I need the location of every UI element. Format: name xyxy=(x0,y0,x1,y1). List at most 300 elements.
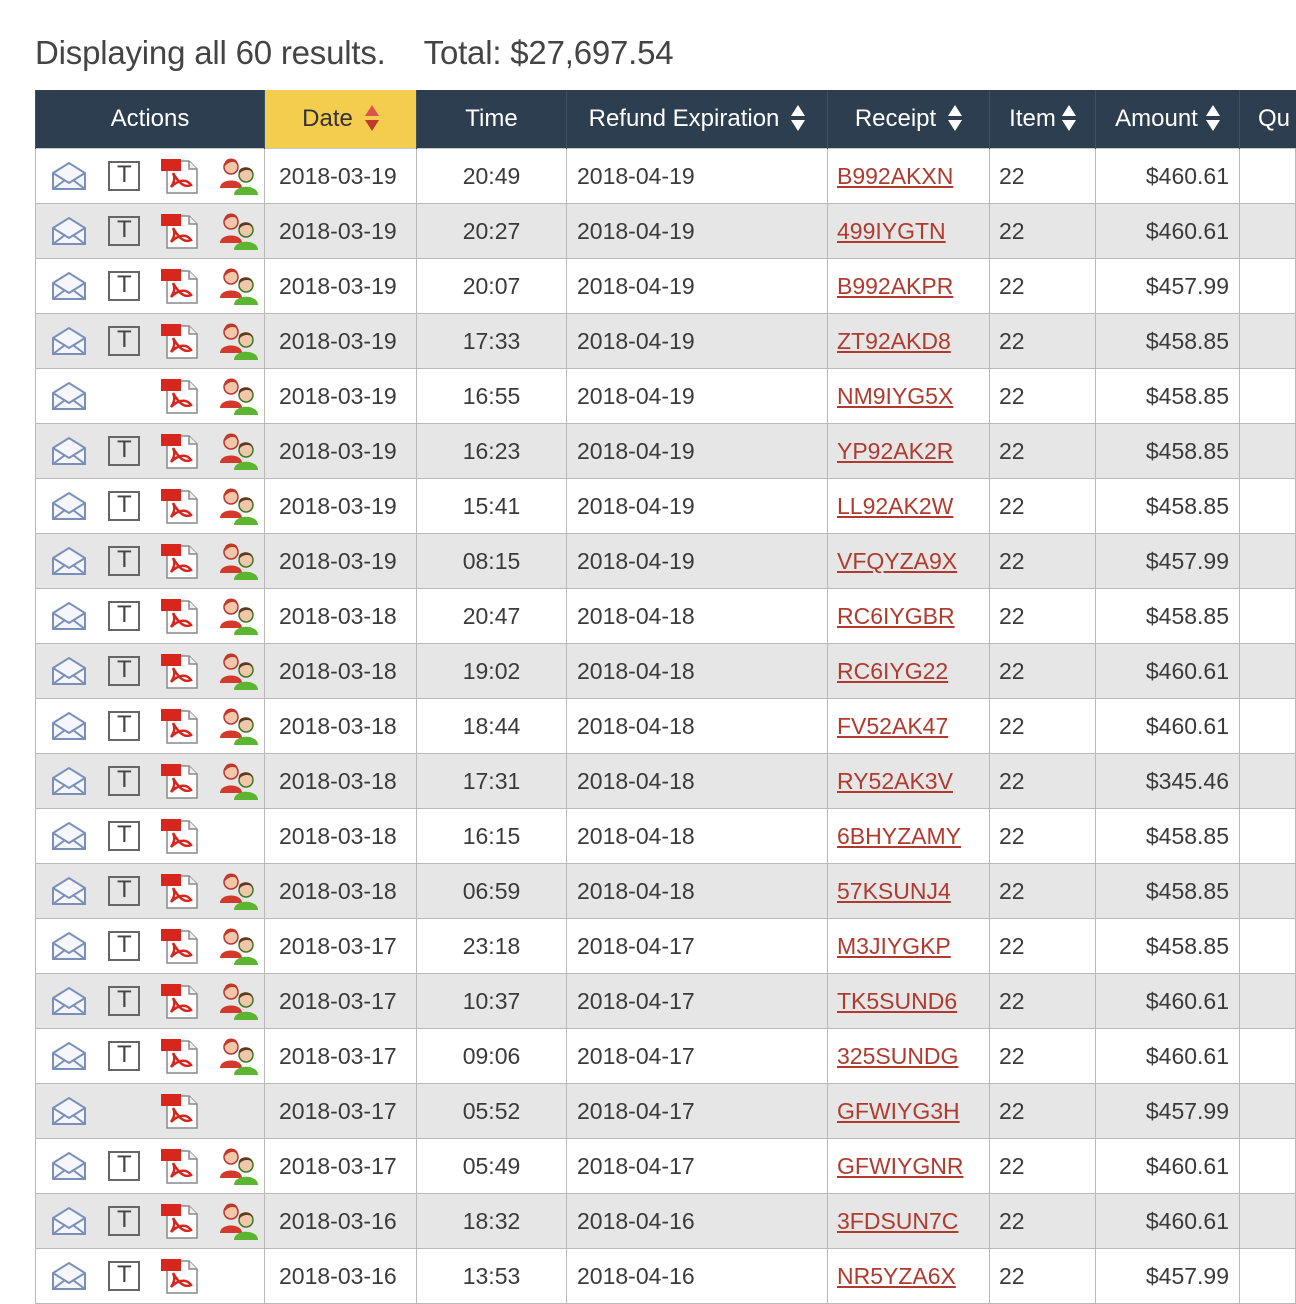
cell-time: 16:23 xyxy=(417,424,567,479)
row-actions xyxy=(36,479,265,534)
cell-receipt xyxy=(828,314,990,369)
text-icon[interactable]: T xyxy=(108,766,140,796)
pdf-icon[interactable] xyxy=(159,817,201,855)
cell-receipt xyxy=(828,589,990,644)
cell-date: 2018-03-18 xyxy=(265,809,417,864)
cell-date: 2018-03-19 xyxy=(265,479,417,534)
cell-date: 2018-03-17 xyxy=(265,1139,417,1194)
receipt-link[interactable]: GFWIYG3H xyxy=(837,1097,960,1124)
results-summary xyxy=(35,34,673,72)
receipt-link[interactable]: 6BHYZAMY xyxy=(837,822,961,849)
text-icon[interactable]: T xyxy=(108,436,140,466)
cell-refund-expiration: 2018-04-17 xyxy=(567,1139,828,1194)
cell-time: 05:49 xyxy=(417,1139,567,1194)
cell-date: 2018-03-18 xyxy=(265,699,417,754)
row-actions xyxy=(36,754,265,809)
cell-amount: $458.85 xyxy=(1096,589,1240,644)
cell-item: 22 xyxy=(990,1139,1096,1194)
pdf-icon[interactable] xyxy=(159,597,201,635)
cell-date: 2018-03-16 xyxy=(265,1194,417,1249)
receipt-link[interactable]: YP92AK2R xyxy=(837,437,954,464)
header-date-label: Date xyxy=(302,105,353,132)
receipt-link[interactable]: B992AKPR xyxy=(837,272,954,299)
cell-refund-expiration: 2018-04-19 xyxy=(567,479,828,534)
cell-time: 20:47 xyxy=(417,589,567,644)
cell-receipt xyxy=(828,204,990,259)
cell-date: 2018-03-17 xyxy=(265,1084,417,1139)
users-icon[interactable] xyxy=(217,761,261,801)
cell-item: 22 xyxy=(990,369,1096,424)
row-actions xyxy=(36,589,265,644)
cell-receipt xyxy=(828,479,990,534)
users-icon[interactable] xyxy=(217,1201,261,1241)
cell-item: 22 xyxy=(990,479,1096,534)
cell-item: 22 xyxy=(990,809,1096,864)
header-quantity-label: Qu xyxy=(1258,105,1291,132)
text-icon[interactable]: T xyxy=(108,711,140,741)
cell-amount: $457.99 xyxy=(1096,534,1240,589)
receipt-link[interactable]: GFWIYGNR xyxy=(837,1152,964,1179)
pdf-icon[interactable] xyxy=(159,982,201,1020)
users-icon[interactable] xyxy=(217,926,261,966)
pdf-icon[interactable] xyxy=(159,927,201,965)
cell-amount: $458.85 xyxy=(1096,864,1240,919)
cell-quantity xyxy=(1240,1194,1296,1249)
cell-date: 2018-03-19 xyxy=(265,259,417,314)
cell-time: 17:33 xyxy=(417,314,567,369)
table-row xyxy=(36,314,1296,369)
cell-date: 2018-03-19 xyxy=(265,149,417,204)
cell-time: 10:37 xyxy=(417,974,567,1029)
table-row xyxy=(36,809,1296,864)
cell-refund-expiration: 2018-04-19 xyxy=(567,149,828,204)
cell-amount: $457.99 xyxy=(1096,1249,1240,1304)
table-header-row xyxy=(36,90,1296,149)
users-icon[interactable] xyxy=(217,1146,261,1186)
cell-item: 22 xyxy=(990,644,1096,699)
cell-receipt xyxy=(828,424,990,479)
pdf-icon[interactable] xyxy=(159,212,201,250)
envelope-icon[interactable] xyxy=(51,1096,87,1126)
receipt-link[interactable]: 57KSUNJ4 xyxy=(837,877,951,904)
cell-receipt xyxy=(828,1139,990,1194)
text-icon[interactable]: T xyxy=(108,161,140,191)
cell-quantity xyxy=(1240,1084,1296,1139)
cell-item: 22 xyxy=(990,1249,1096,1304)
users-icon[interactable] xyxy=(217,706,261,746)
pdf-icon[interactable] xyxy=(159,487,201,525)
cell-receipt xyxy=(828,259,990,314)
cell-item: 22 xyxy=(990,1029,1096,1084)
header-quantity[interactable] xyxy=(1240,90,1296,149)
cell-item: 22 xyxy=(990,699,1096,754)
cell-amount: $460.61 xyxy=(1096,204,1240,259)
header-time[interactable] xyxy=(417,90,567,149)
text-icon[interactable]: T xyxy=(108,876,140,906)
receipt-link[interactable]: 3FDSUN7C xyxy=(837,1207,959,1234)
envelope-icon[interactable] xyxy=(51,326,87,356)
text-icon[interactable]: T xyxy=(108,986,140,1016)
row-actions xyxy=(36,314,265,369)
receipt-link[interactable]: RC6IYGBR xyxy=(837,602,955,629)
table-row xyxy=(36,864,1296,919)
cell-item: 22 xyxy=(990,864,1096,919)
receipt-link[interactable]: B992AKXN xyxy=(837,162,954,189)
cell-receipt xyxy=(828,974,990,1029)
cell-time: 08:15 xyxy=(417,534,567,589)
cell-refund-expiration: 2018-04-18 xyxy=(567,809,828,864)
cell-receipt xyxy=(828,754,990,809)
table-row xyxy=(36,754,1296,809)
cell-refund-expiration: 2018-04-18 xyxy=(567,754,828,809)
cell-date: 2018-03-17 xyxy=(265,1029,417,1084)
cell-time: 16:15 xyxy=(417,809,567,864)
cell-date: 2018-03-19 xyxy=(265,204,417,259)
receipt-link[interactable]: VFQYZA9X xyxy=(837,547,958,574)
table-row xyxy=(36,589,1296,644)
users-icon[interactable] xyxy=(217,981,261,1021)
row-actions xyxy=(36,1139,265,1194)
envelope-icon[interactable] xyxy=(51,271,87,301)
table-row xyxy=(36,699,1296,754)
cell-refund-expiration: 2018-04-17 xyxy=(567,1084,828,1139)
pdf-icon[interactable] xyxy=(159,322,201,360)
receipt-link[interactable]: 325SUNDG xyxy=(837,1042,959,1069)
cell-quantity xyxy=(1240,1029,1296,1084)
cell-refund-expiration: 2018-04-19 xyxy=(567,424,828,479)
cell-receipt xyxy=(828,149,990,204)
results-table xyxy=(35,90,1296,1304)
envelope-icon[interactable] xyxy=(51,1261,87,1291)
cell-date: 2018-03-17 xyxy=(265,919,417,974)
pdf-icon[interactable] xyxy=(159,762,201,800)
cell-receipt xyxy=(828,534,990,589)
cell-quantity xyxy=(1240,534,1296,589)
cell-date: 2018-03-18 xyxy=(265,754,417,809)
cell-quantity xyxy=(1240,974,1296,1029)
cell-quantity xyxy=(1240,314,1296,369)
pdf-icon[interactable] xyxy=(159,707,201,745)
cell-time: 20:07 xyxy=(417,259,567,314)
cell-quantity xyxy=(1240,699,1296,754)
cell-quantity xyxy=(1240,149,1296,204)
users-icon[interactable] xyxy=(217,156,261,196)
table-row xyxy=(36,149,1296,204)
envelope-icon[interactable] xyxy=(51,986,87,1016)
table-row xyxy=(36,1029,1296,1084)
cell-date: 2018-03-19 xyxy=(265,314,417,369)
cell-quantity xyxy=(1240,479,1296,534)
text-icon[interactable]: T xyxy=(108,491,140,521)
header-item-label: Item xyxy=(1009,105,1056,132)
cell-item: 22 xyxy=(990,589,1096,644)
table-body xyxy=(36,149,1296,1304)
cell-refund-expiration: 2018-04-18 xyxy=(567,864,828,919)
header-date[interactable] xyxy=(265,90,417,149)
users-icon[interactable] xyxy=(217,376,261,416)
envelope-icon[interactable] xyxy=(51,1206,87,1236)
cell-refund-expiration: 2018-04-19 xyxy=(567,369,828,424)
header-refund-expiration-label: Refund Expiration xyxy=(588,105,780,132)
cell-receipt xyxy=(828,864,990,919)
users-icon[interactable] xyxy=(217,1036,261,1076)
cell-item: 22 xyxy=(990,204,1096,259)
cell-amount: $458.85 xyxy=(1096,479,1240,534)
text-icon[interactable]: T xyxy=(108,1151,140,1181)
results-total: Total: $27,697.54 xyxy=(423,34,674,71)
pdf-icon[interactable] xyxy=(159,432,201,470)
envelope-icon[interactable] xyxy=(51,436,87,466)
cell-receipt xyxy=(828,1084,990,1139)
cell-date: 2018-03-19 xyxy=(265,369,417,424)
envelope-icon[interactable] xyxy=(51,711,87,741)
cell-item: 22 xyxy=(990,1194,1096,1249)
row-actions xyxy=(36,1249,265,1304)
cell-item: 22 xyxy=(990,974,1096,1029)
cell-quantity xyxy=(1240,809,1296,864)
header-amount[interactable] xyxy=(1096,90,1240,149)
cell-quantity xyxy=(1240,644,1296,699)
table-row xyxy=(36,1139,1296,1194)
cell-quantity xyxy=(1240,864,1296,919)
pdf-icon[interactable] xyxy=(159,377,201,415)
cell-amount: $458.85 xyxy=(1096,919,1240,974)
row-actions xyxy=(36,699,265,754)
cell-receipt xyxy=(828,1194,990,1249)
row-actions xyxy=(36,1029,265,1084)
users-icon[interactable] xyxy=(217,651,261,691)
cell-item: 22 xyxy=(990,534,1096,589)
cell-item: 22 xyxy=(990,314,1096,369)
cell-time: 05:52 xyxy=(417,1084,567,1139)
cell-amount: $457.99 xyxy=(1096,1084,1240,1139)
receipt-link[interactable]: FV52AK47 xyxy=(837,712,949,739)
cell-quantity xyxy=(1240,1249,1296,1304)
cell-item: 22 xyxy=(990,259,1096,314)
text-icon[interactable]: T xyxy=(108,546,140,576)
envelope-icon[interactable] xyxy=(51,546,87,576)
sort-icon[interactable] xyxy=(365,105,379,131)
cell-quantity xyxy=(1240,1139,1296,1194)
cell-receipt xyxy=(828,919,990,974)
receipt-link[interactable]: ZT92AKD8 xyxy=(837,327,951,354)
row-actions xyxy=(36,369,265,424)
envelope-icon[interactable] xyxy=(51,161,87,191)
cell-amount: $458.85 xyxy=(1096,314,1240,369)
receipt-link[interactable]: RC6IYG22 xyxy=(837,657,949,684)
pdf-icon[interactable] xyxy=(159,1092,201,1130)
cell-amount: $345.46 xyxy=(1096,754,1240,809)
cell-refund-expiration: 2018-04-18 xyxy=(567,699,828,754)
cell-refund-expiration: 2018-04-18 xyxy=(567,644,828,699)
cell-quantity xyxy=(1240,589,1296,644)
cell-receipt xyxy=(828,644,990,699)
envelope-icon[interactable] xyxy=(51,491,87,521)
cell-time: 18:32 xyxy=(417,1194,567,1249)
envelope-icon[interactable] xyxy=(51,766,87,796)
cell-refund-expiration: 2018-04-19 xyxy=(567,534,828,589)
pdf-icon[interactable] xyxy=(159,1257,201,1295)
cell-refund-expiration: 2018-04-19 xyxy=(567,259,828,314)
text-icon[interactable]: T xyxy=(108,656,140,686)
pdf-icon[interactable] xyxy=(159,872,201,910)
cell-date: 2018-03-18 xyxy=(265,864,417,919)
text-icon[interactable]: T xyxy=(108,216,140,246)
text-icon[interactable]: T xyxy=(108,1041,140,1071)
cell-quantity xyxy=(1240,204,1296,259)
sort-icon[interactable] xyxy=(1062,105,1076,131)
cell-refund-expiration: 2018-04-17 xyxy=(567,1029,828,1084)
receipt-link[interactable]: LL92AK2W xyxy=(837,492,954,519)
table-row xyxy=(36,1084,1296,1139)
envelope-icon[interactable] xyxy=(51,876,87,906)
cell-time: 17:31 xyxy=(417,754,567,809)
envelope-icon[interactable] xyxy=(51,216,87,246)
row-actions xyxy=(36,1084,265,1139)
cell-item: 22 xyxy=(990,1084,1096,1139)
table-row xyxy=(36,479,1296,534)
receipt-link[interactable]: RY52AK3V xyxy=(837,767,953,794)
pdf-icon[interactable] xyxy=(159,1037,201,1075)
sort-icon[interactable] xyxy=(791,105,805,131)
cell-refund-expiration: 2018-04-16 xyxy=(567,1249,828,1304)
cell-receipt xyxy=(828,809,990,864)
cell-date: 2018-03-16 xyxy=(265,1249,417,1304)
receipt-link[interactable]: M3JIYGKP xyxy=(837,932,951,959)
cell-refund-expiration: 2018-04-16 xyxy=(567,1194,828,1249)
cell-date: 2018-03-18 xyxy=(265,644,417,699)
table-row xyxy=(36,1249,1296,1304)
cell-amount: $458.85 xyxy=(1096,369,1240,424)
header-actions-label: Actions xyxy=(110,105,190,132)
text-icon[interactable]: T xyxy=(108,271,140,301)
users-icon[interactable] xyxy=(217,431,261,471)
receipt-link[interactable]: 499IYGTN xyxy=(837,217,946,244)
row-actions xyxy=(36,1194,265,1249)
users-icon[interactable] xyxy=(217,596,261,636)
envelope-icon[interactable] xyxy=(51,821,87,851)
cell-time: 13:53 xyxy=(417,1249,567,1304)
table-row xyxy=(36,1194,1296,1249)
cell-date: 2018-03-17 xyxy=(265,974,417,1029)
text-icon[interactable]: T xyxy=(108,1261,140,1291)
cell-item: 22 xyxy=(990,424,1096,479)
row-actions xyxy=(36,974,265,1029)
row-actions xyxy=(36,919,265,974)
cell-refund-expiration: 2018-04-17 xyxy=(567,919,828,974)
envelope-icon[interactable] xyxy=(51,931,87,961)
cell-receipt xyxy=(828,699,990,754)
text-icon[interactable]: T xyxy=(108,1206,140,1236)
row-actions xyxy=(36,644,265,699)
receipt-link[interactable]: NR5YZA6X xyxy=(837,1262,956,1289)
users-icon[interactable] xyxy=(217,541,261,581)
header-receipt-label: Receipt xyxy=(854,105,937,132)
pdf-icon[interactable] xyxy=(159,542,201,580)
header-receipt[interactable] xyxy=(828,90,990,149)
cell-amount: $458.85 xyxy=(1096,809,1240,864)
row-actions xyxy=(36,534,265,589)
cell-date: 2018-03-18 xyxy=(265,589,417,644)
users-icon[interactable] xyxy=(217,871,261,911)
table-row xyxy=(36,644,1296,699)
receipt-link[interactable]: TK5SUND6 xyxy=(837,987,958,1014)
cell-quantity xyxy=(1240,754,1296,809)
header-time-label: Time xyxy=(465,105,518,132)
users-icon[interactable] xyxy=(217,266,261,306)
table-row xyxy=(36,369,1296,424)
cell-time: 18:44 xyxy=(417,699,567,754)
sort-icon[interactable] xyxy=(948,105,962,131)
row-actions xyxy=(36,424,265,479)
pdf-icon[interactable] xyxy=(159,157,201,195)
cell-time: 20:49 xyxy=(417,149,567,204)
cell-amount: $460.61 xyxy=(1096,644,1240,699)
cell-time: 15:41 xyxy=(417,479,567,534)
pdf-icon[interactable] xyxy=(159,267,201,305)
cell-amount: $458.85 xyxy=(1096,424,1240,479)
cell-amount: $460.61 xyxy=(1096,974,1240,1029)
envelope-icon[interactable] xyxy=(51,1151,87,1181)
cell-amount: $460.61 xyxy=(1096,1139,1240,1194)
text-icon[interactable]: T xyxy=(108,821,140,851)
cell-item: 22 xyxy=(990,754,1096,809)
cell-time: 19:02 xyxy=(417,644,567,699)
results-count: Displaying all 60 results. xyxy=(35,34,386,71)
cell-receipt xyxy=(828,1249,990,1304)
text-icon[interactable]: T xyxy=(108,326,140,356)
cell-time: 06:59 xyxy=(417,864,567,919)
text-icon[interactable]: T xyxy=(108,601,140,631)
row-actions xyxy=(36,809,265,864)
pdf-icon[interactable] xyxy=(159,1147,201,1185)
cell-time: 09:06 xyxy=(417,1029,567,1084)
cell-date: 2018-03-19 xyxy=(265,424,417,479)
cell-quantity xyxy=(1240,919,1296,974)
cell-time: 23:18 xyxy=(417,919,567,974)
pdf-icon[interactable] xyxy=(159,1202,201,1240)
header-item[interactable] xyxy=(990,90,1096,149)
table-row xyxy=(36,204,1296,259)
row-actions xyxy=(36,149,265,204)
cell-amount: $460.61 xyxy=(1096,149,1240,204)
users-icon[interactable] xyxy=(217,321,261,361)
table-row xyxy=(36,974,1296,1029)
envelope-icon[interactable] xyxy=(51,1041,87,1071)
sort-icon[interactable] xyxy=(1206,105,1220,131)
cell-amount: $460.61 xyxy=(1096,1194,1240,1249)
cell-quantity xyxy=(1240,259,1296,314)
envelope-icon[interactable] xyxy=(51,381,87,411)
users-icon[interactable] xyxy=(217,211,261,251)
cell-refund-expiration: 2018-04-19 xyxy=(567,204,828,259)
users-icon[interactable] xyxy=(217,486,261,526)
receipt-link[interactable]: NM9IYG5X xyxy=(837,382,954,409)
cell-refund-expiration: 2018-04-17 xyxy=(567,974,828,1029)
text-icon[interactable]: T xyxy=(108,931,140,961)
pdf-icon[interactable] xyxy=(159,652,201,690)
header-refund-expiration[interactable] xyxy=(567,90,828,149)
header-amount-label: Amount xyxy=(1115,105,1198,132)
row-actions xyxy=(36,204,265,259)
envelope-icon[interactable] xyxy=(51,656,87,686)
table-row xyxy=(36,919,1296,974)
envelope-icon[interactable] xyxy=(51,601,87,631)
cell-item: 22 xyxy=(990,919,1096,974)
cell-amount: $460.61 xyxy=(1096,699,1240,754)
cell-date: 2018-03-19 xyxy=(265,534,417,589)
header-actions xyxy=(36,90,265,149)
